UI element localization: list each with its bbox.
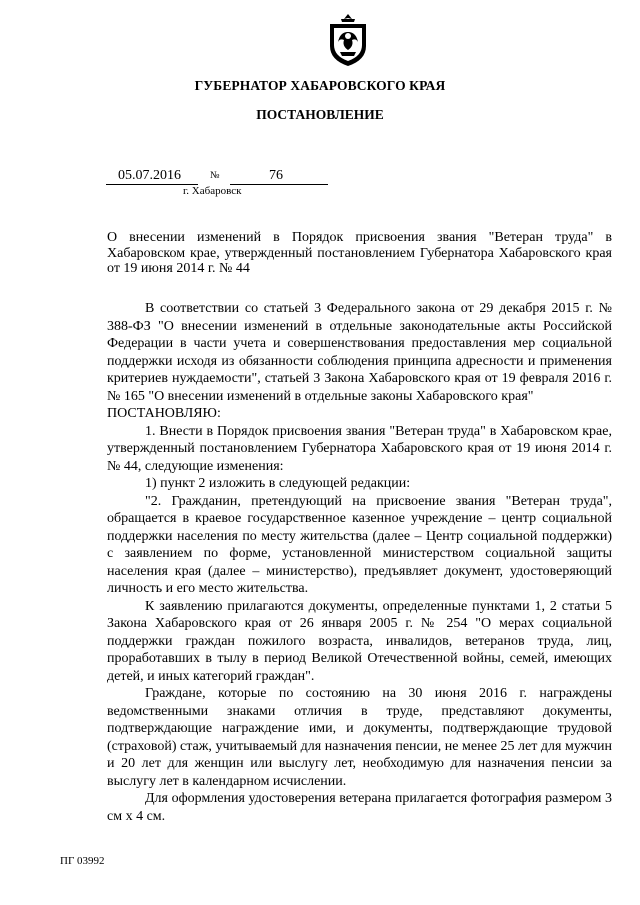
- awardees-paragraph: Граждане, которые по состоянию на 30 июня 2016 г. награждены ведомственными знаками отличия в труде, представляют документы, подтверждающие награждение ими, и документы, подтверждающие трудовой (страховой) стаж, учитываемый для назначения пенсии, не менее 25 лет для мужчин и 20 лет для женщин или выслугу лет, необходимую для назначения пенсии за выслугу лет в календарном исчислении.: [107, 686, 612, 789]
- preamble-paragraph: В соответствии со статьей 3 Федерального закона от 29 декабря 2015 г. № 388-ФЗ "О внесении изменений в отдельные законодательные акты Российской Федерации в части учета и совершенствования предоставления мер социальной поддержки исходя из обязанности соблюдения принципа адресности и применения критериев нуждаемости", статьей 3 Закона Хабаровского края от 19 февраля 2016 г. № 165 "О внесении изменений в отдельные законы Хабаровского края": [107, 301, 612, 404]
- document-date: 05.07.2016: [118, 168, 181, 183]
- item-1-paragraph: 1. Внести в Порядок присвоения звания "Ветеран труда" в Хабаровском крае, утвержденный постановлением Губернатора Хабаровского края от 19 июня 2014 г. № 44, следующие изменения:: [107, 423, 612, 474]
- document-subject: О внесении изменений в Порядок присвоения звания "Ветеран труда" в Хабаровском крае, утвержденный постановлением Губернатора Хабаровского края от 19 июня 2014 г. № 44: [107, 230, 612, 276]
- document-type: ПОСТАНОВЛЕНИЕ: [256, 107, 384, 122]
- document-city: г. Хабаровск: [183, 185, 242, 197]
- number-underline: [230, 184, 328, 185]
- coat-of-arms-icon: [326, 12, 370, 68]
- document-body: [107, 300, 612, 825]
- resolve-heading: ПОСТАНОВЛЯЮ:: [107, 406, 221, 421]
- clause-2-paragraph: "2. Гражданин, претендующий на присвоение звания "Ветеран труда", обращается в краевое государственное казенное учреждение – центр социальной поддержки населения по месту жительства (далее – Центр социальной поддержки) с заявлением по форме, установленной министерством социальной защиты населения края (далее – министерство), предъявляет документ, удостоверяющий личность и его место жительства.: [107, 493, 612, 596]
- number-sign: №: [210, 170, 220, 181]
- item-1-1-paragraph: 1) пункт 2 изложить в следующей редакции:: [145, 476, 411, 491]
- documents-paragraph: К заявлению прилагаются документы, определенные пунктами 1, 2 статьи 5 Закона Хабаровского края от 26 января 2005 г. № 254 "О мерах социальной поддержки граждан пожилого возраста, инвалидов, ветеранов труда, лиц, проработавших в тылу в период Великой Отечественной войны, семей, имеющих детей, и иных категорий граждан".: [107, 598, 612, 684]
- issuer-title: ГУБЕРНАТОР ХАБАРОВСКОГО КРАЯ: [194, 78, 446, 93]
- footer-code: ПГ 03992: [60, 855, 105, 867]
- photo-paragraph: Для оформления удостоверения ветерана прилагается фотография размером 3 см х 4 см.: [107, 791, 612, 824]
- document-number: 76: [269, 168, 283, 183]
